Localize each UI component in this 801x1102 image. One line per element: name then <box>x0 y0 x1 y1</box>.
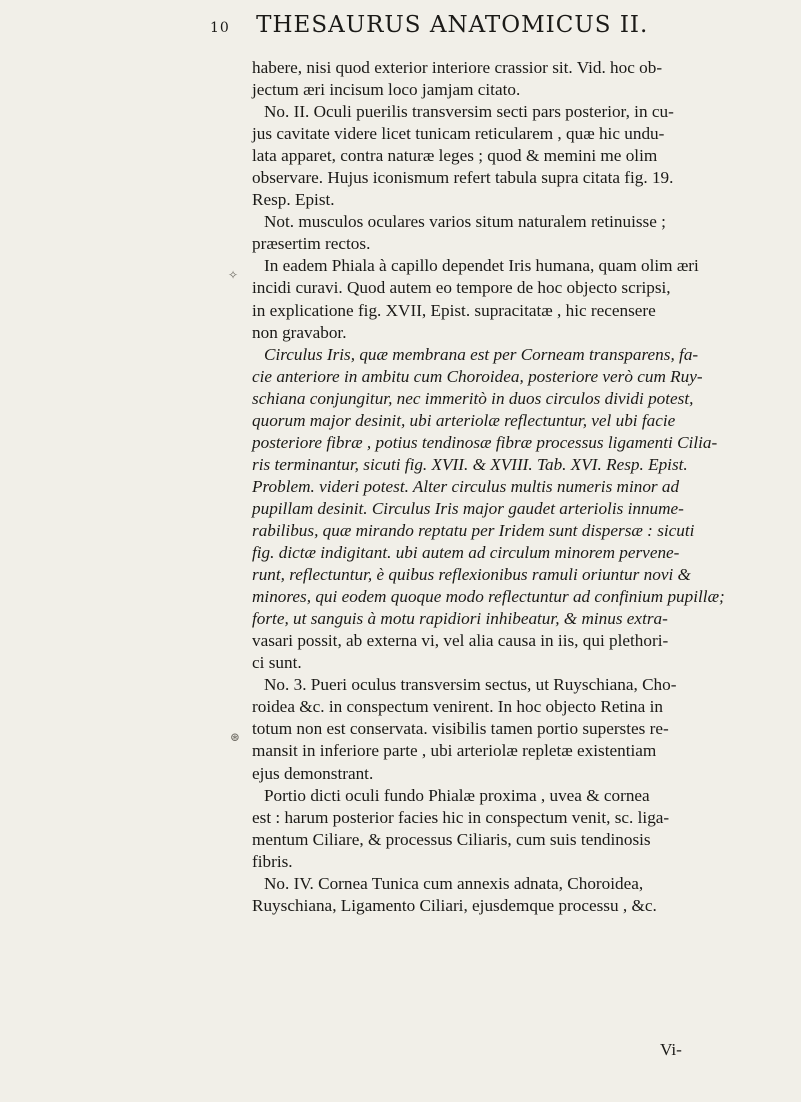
text-line: est : harum posterior facies hic in conspectum venit, sc. liga- <box>252 807 670 827</box>
text-line: mentum Ciliare, & processus Ciliaris, cum suis tendinosis <box>252 829 651 849</box>
text-line: No. II. Oculi puerilis transversim secti pars posterior, in cu- <box>264 102 674 122</box>
text-line: Circulus Iris, quæ membrana est per Corneam transparens, fa- <box>264 344 699 364</box>
running-title: THESAURUS ANATOMICUS II. <box>256 12 649 38</box>
text-line: Problem. videri potest. Alter circulus multis numeris minor ad <box>252 476 680 496</box>
text-line: roidea &c. in conspectum venirent. In hoc objecto Retina in <box>252 697 663 717</box>
text-line: jus cavitate videre licet tunicam reticularem , quæ hic undu- <box>252 124 665 144</box>
text-line: minores, qui eodem quoque modo reflectuntur ad confinium pupillæ; <box>252 587 725 607</box>
text-line: pupillam desinit. Circulus Iris major gaudet arteriolis innume- <box>252 498 684 518</box>
text-line: jectum æri incisum loco jamjam citato. <box>252 80 521 100</box>
text-line: cie anteriore in ambitu cum Choroidea, posteriore verò cum Ruy- <box>252 366 703 386</box>
text-line: observare. Hujus iconismum refert tabula supra citata fig. 19. <box>252 168 674 188</box>
text-line: posteriore fibræ , potius tendinosæ fibræ processus ligamenti Cilia- <box>252 432 718 452</box>
text-line: non gravabor. <box>252 322 347 342</box>
text-line: incidi curavi. Quod autem eo tempore de hoc objecto scripsi, <box>252 278 671 298</box>
text-line: præsertim rectos. <box>252 234 371 254</box>
text-line: forte, ut sanguis à motu rapidiori inhibeatur, & minus extra- <box>252 609 668 629</box>
text-line: lata apparet, contra naturæ leges ; quod & memini me olim <box>252 146 658 166</box>
text-line: ris terminantur, sicuti fig. XVII. & XVIII. Tab. XVI. Resp. Epist. <box>252 454 688 474</box>
text-line: No. IV. Cornea Tunica cum annexis adnata, Choroidea, <box>264 873 644 893</box>
text-line: Ruyschiana, Ligamento Ciliari, ejusdemque processu , &c. <box>252 895 657 915</box>
text-line: fibris. <box>252 851 293 871</box>
text-line: Not. musculos oculares varios situm naturalem retinuisse ; <box>264 212 666 232</box>
catchword: Vi- <box>660 1040 682 1059</box>
text-line: Resp. Epist. <box>252 190 335 210</box>
text-line: vasari possit, ab externa vi, vel alia causa in iis, qui plethori- <box>252 631 669 651</box>
text-line: fig. dictæ indigitant. ubi autem ad circulum minorem pervene- <box>252 543 680 563</box>
text-line: ci sunt. <box>252 653 302 673</box>
text-line: rabilibus, quæ mirando reptatu per Iridem sunt dispersæ : sicuti <box>252 520 695 540</box>
text-line: schiana conjungitur, nec immeritò in duos circulos dividi potest, <box>252 388 694 408</box>
margin-mark: ✧ <box>228 268 239 282</box>
text-line: In eadem Phiala à capillo dependet Iris humana, quam olim æri <box>264 256 699 276</box>
text-line: Portio dicti oculi fundo Phialæ proxima , uvea & cornea <box>264 785 650 805</box>
running-header <box>210 12 648 38</box>
page-number: 10 <box>210 20 230 36</box>
text-line: ejus demonstrant. <box>252 763 374 783</box>
text-line: in explicatione fig. XVII, Epist. supracitatæ , hic recensere <box>252 300 656 320</box>
text-line: totum non est conservata. visibilis tamen portio superstes re- <box>252 719 669 739</box>
text-line: runt, reflectuntur, è quibus reflexionibus ramuli oriuntur novi & <box>252 565 691 585</box>
body-text <box>252 57 725 917</box>
text-line: mansit in inferiore parte , ubi arteriolæ repletæ existentiam <box>252 741 657 761</box>
text-line: quorum major desinit, ubi arteriolæ reflectuntur, vel ubi facie <box>252 410 676 430</box>
text-line: habere, nisi quod exterior interiore crassior sit. Vid. hoc ob- <box>252 58 663 77</box>
margin-mark: ⊛ <box>230 730 241 744</box>
text-line: No. 3. Pueri oculus transversim sectus, ut Ruyschiana, Cho- <box>264 675 677 695</box>
